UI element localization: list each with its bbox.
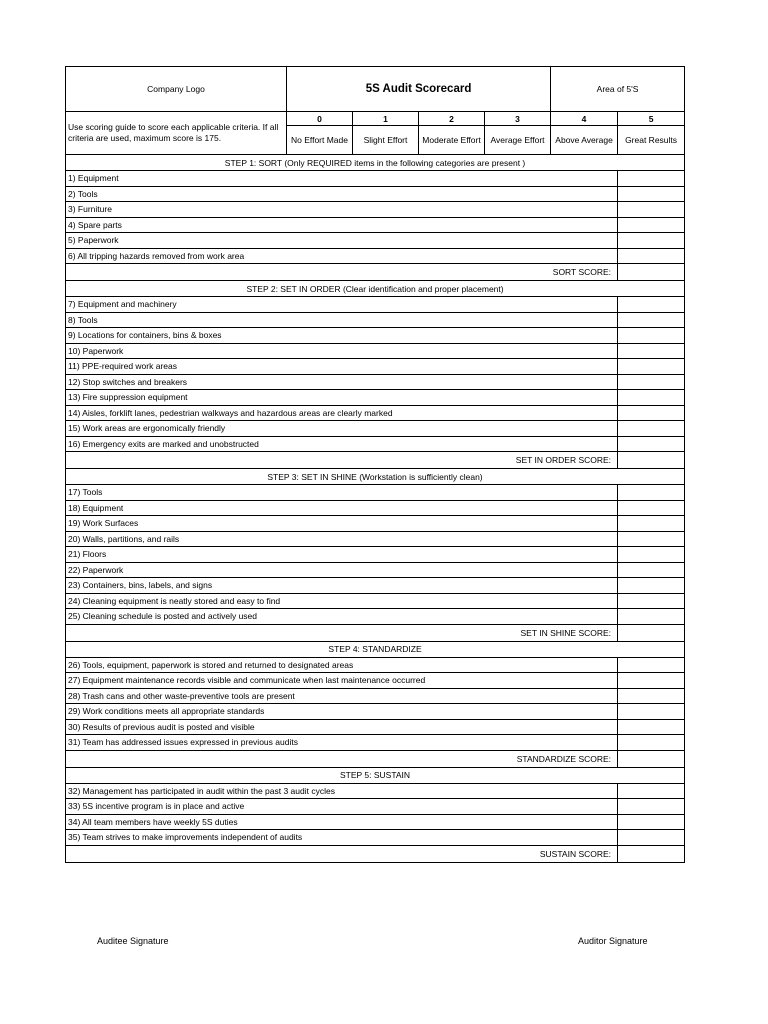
criteria-score-cell[interactable] [618,673,685,689]
criteria-label: 33) 5S incentive program is in place and active [66,799,618,815]
section-heading: STEP 2: SET IN ORDER (Clear identification and proper placement) [66,281,685,297]
criteria-row [66,531,685,547]
scale-number-row [66,112,685,126]
criteria-label: 18) Equipment [66,500,618,516]
scale-score-1: 1 [353,112,419,126]
criteria-label: 27) Equipment maintenance records visible and communicate when last maintenance occurred [66,673,618,689]
criteria-row [66,186,685,202]
criteria-row [66,578,685,594]
criteria-score-cell[interactable] [618,783,685,799]
criteria-label: 28) Trash cans and other waste-preventive tools are present [66,688,618,704]
criteria-row [66,374,685,390]
criteria-label: 14) Aisles, forklift lanes, pedestrian walkways and hazardous areas are clearly marked [66,405,618,421]
section-score-row [66,624,685,641]
criteria-row [66,657,685,673]
scale-label-3: Average Effort [485,126,551,155]
scale-label-5: Great Results [618,126,685,155]
criteria-row [66,171,685,187]
criteria-row [66,485,685,501]
criteria-label: 10) Paperwork [66,343,618,359]
section-score-cell[interactable] [618,845,685,862]
criteria-row [66,562,685,578]
criteria-label: 29) Work conditions meets all appropriate standards [66,704,618,720]
criteria-score-cell[interactable] [618,359,685,375]
criteria-score-cell[interactable] [618,593,685,609]
criteria-label: 6) All tripping hazards removed from work area [66,248,618,264]
criteria-score-cell[interactable] [618,516,685,532]
criteria-row [66,547,685,563]
section-heading: STEP 1: SORT (Only REQUIRED items in the following categories are present ) [66,155,685,171]
criteria-score-cell[interactable] [618,719,685,735]
criteria-score-cell[interactable] [618,343,685,359]
criteria-row [66,421,685,437]
criteria-score-cell[interactable] [618,799,685,815]
criteria-score-cell[interactable] [618,312,685,328]
audit-scorecard [65,66,684,863]
criteria-score-cell[interactable] [618,578,685,594]
criteria-row [66,516,685,532]
scale-score-5: 5 [618,112,685,126]
criteria-score-cell[interactable] [618,297,685,313]
criteria-label: 1) Equipment [66,171,618,187]
criteria-score-cell[interactable] [618,609,685,625]
scale-score-0: 0 [287,112,353,126]
section-score-row [66,750,685,767]
criteria-label: 35) Team strives to make improvements independent of audits [66,830,618,846]
section-heading: STEP 5: SUSTAIN [66,767,685,783]
criteria-label: 3) Furniture [66,202,618,218]
criteria-score-cell[interactable] [618,421,685,437]
criteria-label: 7) Equipment and machinery [66,297,618,313]
criteria-row [66,719,685,735]
section-heading-row [66,767,685,783]
criteria-score-cell[interactable] [618,531,685,547]
criteria-row [66,405,685,421]
criteria-score-cell[interactable] [618,436,685,452]
criteria-label: 23) Containers, bins, labels, and signs [66,578,618,594]
criteria-row [66,202,685,218]
criteria-label: 13) Fire suppression equipment [66,390,618,406]
criteria-label: 8) Tools [66,312,618,328]
criteria-label: 12) Stop switches and breakers [66,374,618,390]
criteria-label: 5) Paperwork [66,233,618,249]
section-heading-row [66,469,685,485]
criteria-score-cell[interactable] [618,405,685,421]
criteria-row [66,297,685,313]
criteria-row [66,500,685,516]
section-score-label: SORT SCORE: [66,264,618,281]
criteria-score-cell[interactable] [618,688,685,704]
section-score-row [66,845,685,862]
criteria-score-cell[interactable] [618,186,685,202]
criteria-row [66,609,685,625]
criteria-score-cell[interactable] [618,248,685,264]
criteria-label: 4) Spare parts [66,217,618,233]
criteria-score-cell[interactable] [618,374,685,390]
section-heading-row [66,155,685,171]
criteria-row [66,233,685,249]
criteria-label: 2) Tools [66,186,618,202]
section-heading: STEP 3: SET IN SHINE (Workstation is sufficiently clean) [66,469,685,485]
section-score-row [66,452,685,469]
criteria-row [66,328,685,344]
criteria-label: 19) Work Surfaces [66,516,618,532]
scale-score-4: 4 [551,112,618,126]
criteria-score-cell[interactable] [618,704,685,720]
criteria-label: 24) Cleaning equipment is neatly stored and easy to find [66,593,618,609]
criteria-label: 9) Locations for containers, bins & boxes [66,328,618,344]
criteria-score-cell[interactable] [618,830,685,846]
criteria-score-cell[interactable] [618,485,685,501]
criteria-row [66,343,685,359]
criteria-label: 30) Results of previous audit is posted and visible [66,719,618,735]
section-score-row [66,264,685,281]
section-heading-row [66,641,685,657]
criteria-score-cell[interactable] [618,735,685,751]
scale-label-0: No Effort Made [287,126,353,155]
scale-label-1: Slight Effort [353,126,419,155]
criteria-score-cell[interactable] [618,547,685,563]
criteria-score-cell[interactable] [618,390,685,406]
criteria-score-cell[interactable] [618,217,685,233]
criteria-row [66,704,685,720]
criteria-label: 32) Management has participated in audit within the past 3 audit cycles [66,783,618,799]
section-score-label: SUSTAIN SCORE: [66,845,618,862]
criteria-row [66,359,685,375]
criteria-score-cell[interactable] [618,328,685,344]
company-logo-cell: Company Logo [66,67,287,112]
scorecard-table [65,66,685,863]
criteria-label: 20) Walls, partitions, and rails [66,531,618,547]
criteria-score-cell[interactable] [618,233,685,249]
section-heading: STEP 4: STANDARDIZE [66,641,685,657]
criteria-label: 22) Paperwork [66,562,618,578]
section-heading-row [66,281,685,297]
criteria-row [66,830,685,846]
criteria-label: 15) Work areas are ergonomically friendly [66,421,618,437]
section-score-label: SET IN ORDER SCORE: [66,452,618,469]
criteria-label: 21) Floors [66,547,618,563]
criteria-row [66,436,685,452]
criteria-score-cell[interactable] [618,202,685,218]
criteria-row [66,688,685,704]
section-score-label: STANDARDIZE SCORE: [66,750,618,767]
criteria-label: 11) PPE-required work areas [66,359,618,375]
header-row [66,67,685,112]
criteria-row [66,783,685,799]
auditee-signature-label: Auditee Signature [97,936,169,946]
criteria-label: 34) All team members have weekly 5S duties [66,814,618,830]
criteria-score-cell[interactable] [618,814,685,830]
criteria-label: 31) Team has addressed issues expressed in previous audits [66,735,618,751]
scale-label-2: Moderate Effort [419,126,485,155]
criteria-label: 25) Cleaning schedule is posted and actively used [66,609,618,625]
scale-label-4: Above Average [551,126,618,155]
criteria-row [66,673,685,689]
criteria-row [66,248,685,264]
criteria-label: 26) Tools, equipment, paperwork is stored and returned to designated areas [66,657,618,673]
section-score-cell[interactable] [618,624,685,641]
criteria-score-cell[interactable] [618,171,685,187]
criteria-label: 16) Emergency exits are marked and unobstructed [66,436,618,452]
section-score-cell[interactable] [618,750,685,767]
criteria-score-cell[interactable] [618,500,685,516]
criteria-row [66,814,685,830]
section-score-label: SET IN SHINE SCORE: [66,624,618,641]
criteria-score-cell[interactable] [618,657,685,673]
criteria-score-cell[interactable] [618,562,685,578]
auditor-signature-label: Auditor Signature [578,936,648,946]
criteria-row [66,217,685,233]
section-score-cell[interactable] [618,452,685,469]
page-title: 5S Audit Scorecard [287,67,551,112]
instructions-text: Use scoring guide to score each applicable criteria. If all criteria are used, maximum score is 175. [66,112,287,155]
criteria-row [66,799,685,815]
criteria-row [66,390,685,406]
scale-score-3: 3 [485,112,551,126]
area-label: Area of 5'S [551,67,685,112]
criteria-row [66,312,685,328]
section-score-cell[interactable] [618,264,685,281]
criteria-label: 17) Tools [66,485,618,501]
scale-score-2: 2 [419,112,485,126]
criteria-row [66,735,685,751]
criteria-row [66,593,685,609]
